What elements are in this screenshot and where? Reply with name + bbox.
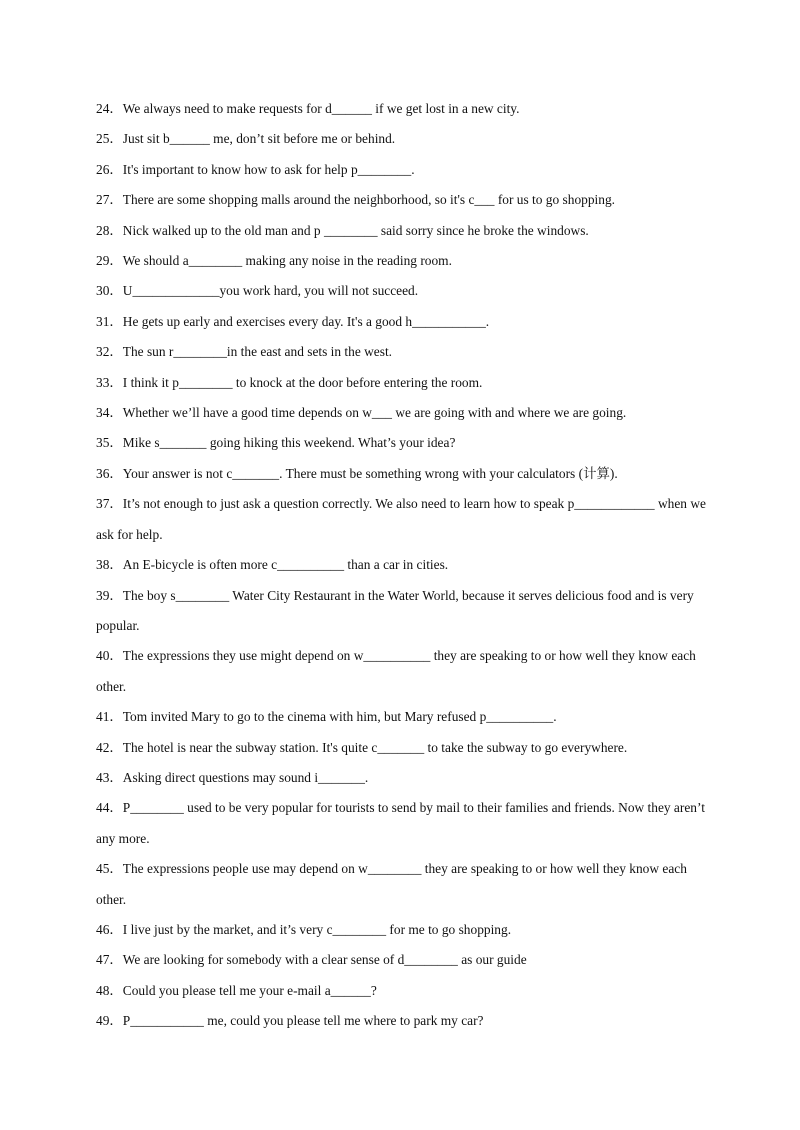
item-text: The hotel is near the subway station. It's quite c_______ to take the subway to go everywhere. [122,739,628,755]
item-text: We should a________ making any noise in the reading room. [122,253,452,269]
item-text: Just sit b______ me, don’t sit before me or behind. [122,131,396,147]
item-number: 46． [96,921,123,937]
item-text: The sun r________in the east and sets in the west. [122,344,393,360]
exercise-item-46 [96,915,708,945]
exercise-item-33 [96,368,708,398]
exercise-item-49 [96,1006,708,1036]
item-number: 48． [96,982,123,998]
item-number: 39． [96,587,123,603]
item-number: 25． [96,131,123,147]
item-text: There are some shopping malls around the neighborhood, so it's c___ for us to go shopping. [122,192,615,208]
exercise-item-34 [96,398,708,428]
item-number: 26． [96,161,123,177]
item-number: 36． [96,465,123,481]
item-text: Nick walked up to the old man and p ________ said sorry since he broke the windows. [122,222,589,238]
item-text: Asking direct questions may sound i_______. [122,769,369,785]
item-number: 43． [96,769,123,785]
item-text: The expressions they use might depend on w__________ they are speaking to or how well they know each other. [96,648,696,694]
item-text: It's important to know how to ask for help p________. [122,161,415,177]
item-number: 33． [96,374,123,390]
item-number: 28． [96,222,123,238]
exercise-item-44 [96,793,708,854]
item-text: The boy s________ Water City Restaurant in the Water World, because it serves delicious food and is very popular. [96,587,694,633]
item-number: 24． [96,101,123,116]
item-number: 34． [96,405,123,421]
item-number: 40． [96,648,123,664]
item-text: Whether we’ll have a good time depends on w___ we are going with and where we are going. [122,405,627,421]
item-number: 35． [96,435,123,451]
item-text: I think it p________ to knock at the door before entering the room. [122,374,483,390]
exercise-item-32 [96,337,708,367]
exercise-item-36 [96,459,708,489]
item-number: 38． [96,557,123,573]
item-text: We always need to make requests for d______ if we get lost in a new city. [122,101,520,116]
item-number: 29． [96,253,123,269]
item-number: 31． [96,313,123,329]
exercise-item-35 [96,428,708,458]
exercise-item-26 [96,155,708,185]
item-text: The expressions people use may depend on w________ they are speaking to or how well they know each other. [96,861,687,907]
item-number: 47． [96,952,123,968]
item-text: P________ used to be very popular for tourists to send by mail to their families and friends. Now they aren’t any more. [96,800,705,846]
item-number: 45． [96,861,123,877]
exercise-item-41 [96,702,708,732]
item-text: He gets up early and exercises every day. It's a good h___________. [122,313,490,329]
exercise-item-25 [96,124,708,154]
exercise-item-28 [96,216,708,246]
item-text: Your answer is not c_______. There must be something wrong with your calculators (计算). [122,465,618,481]
item-text: We are looking for somebody with a clear sense of d________ as our guide [122,952,527,968]
exercise-item-45 [96,854,708,915]
exercise-item-40 [96,641,708,702]
item-text: Mike s_______ going hiking this weekend. What’s your idea? [122,435,456,451]
exercise-item-27 [96,185,708,215]
item-text: Could you please tell me your e-mail a______? [122,982,377,998]
exercise-list [96,94,708,1037]
item-number: 32． [96,344,123,360]
item-text: An E-bicycle is often more c__________ than a car in cities. [122,557,449,573]
item-number: 27． [96,192,123,208]
item-text: U_____________you work hard, you will not succeed. [122,283,419,299]
exercise-item-48 [96,976,708,1006]
item-number: 42． [96,739,123,755]
item-text: Tom invited Mary to go to the cinema with him, but Mary refused p__________. [122,709,557,725]
item-number: 30． [96,283,123,299]
exercise-item-42 [96,733,708,763]
exercise-item-43 [96,763,708,793]
item-number: 37． [96,496,123,512]
exercise-item-38 [96,550,708,580]
exercise-item-24 [96,94,708,124]
item-text: P___________ me, could you please tell me where to park my car? [122,1013,484,1029]
exercise-item-30 [96,276,708,306]
exercise-item-31 [96,307,708,337]
item-number: 49． [96,1013,123,1029]
exercise-item-37 [96,489,708,550]
item-number: 44． [96,800,123,816]
exercise-item-39 [96,581,708,642]
item-text: I live just by the market, and it’s very c________ for me to go shopping. [122,921,512,937]
item-number: 41． [96,709,123,725]
exercise-item-47 [96,945,708,975]
item-text: It’s not enough to just ask a question correctly. We also need to learn how to speak p____________ when we ask for help. [96,496,706,542]
exercise-item-29 [96,246,708,276]
